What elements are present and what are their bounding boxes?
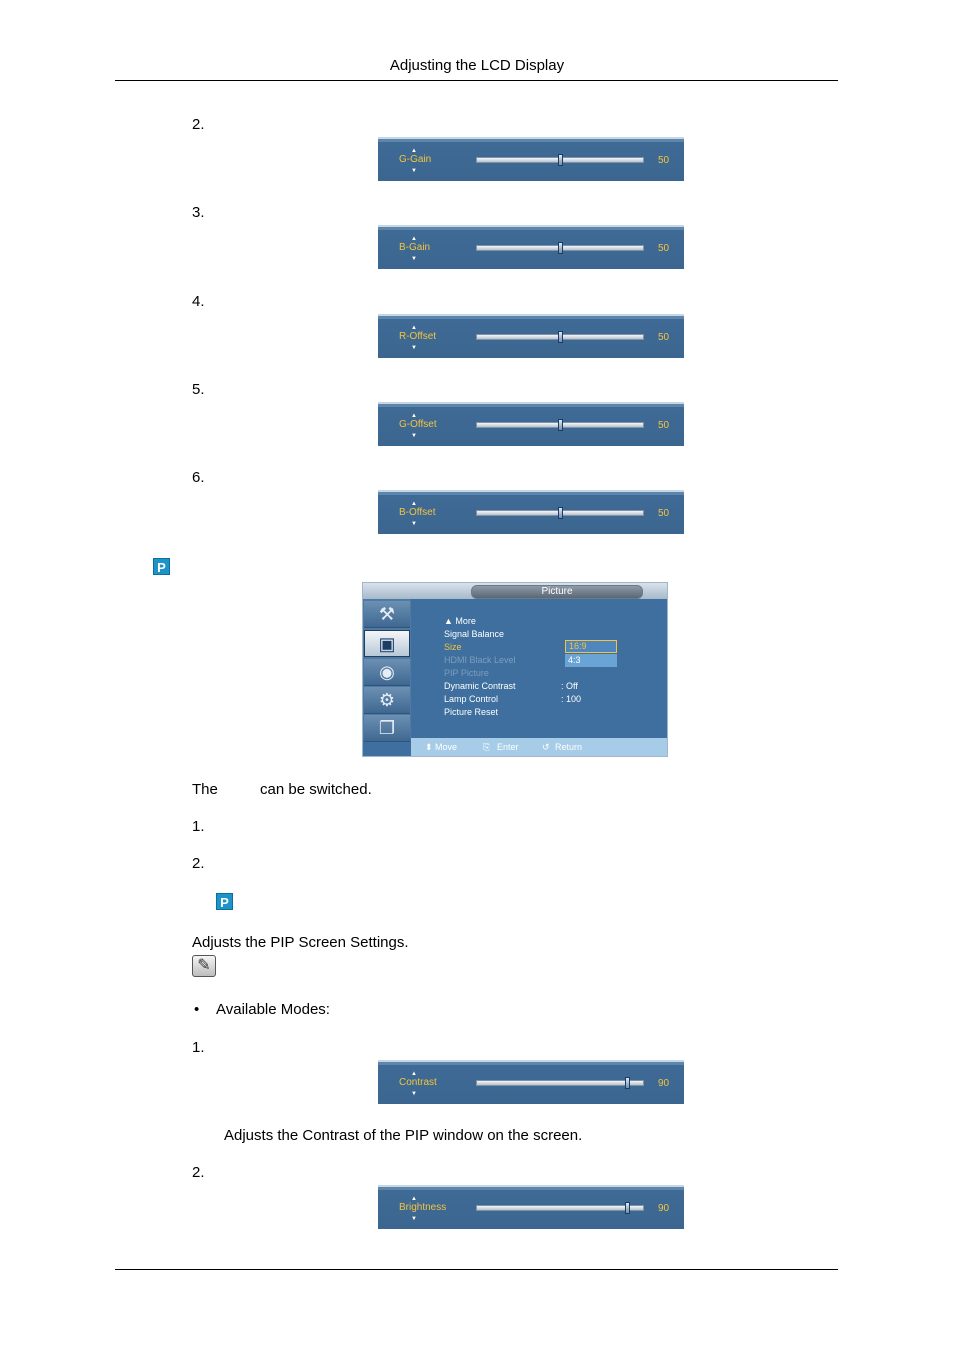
menu-title-bar xyxy=(363,583,667,599)
p-icon: P xyxy=(153,558,170,575)
down-arrow-icon: ▼ xyxy=(411,433,417,439)
note-pencil-icon: ✎ xyxy=(192,955,216,977)
slider-knob[interactable] xyxy=(558,507,563,519)
step-number: 2. xyxy=(192,1164,205,1181)
setup-tools-icon[interactable]: ⚒ xyxy=(364,601,410,628)
enter-icon: ⎘ xyxy=(483,742,491,752)
slider-label: G-Gain xyxy=(399,154,432,165)
size-option-number-2: 2. xyxy=(192,855,205,872)
up-arrow-icon: ▲ xyxy=(411,501,417,507)
menu-item-signal-balance[interactable]: Signal Balance xyxy=(444,629,505,639)
menu-item-hdmi-black-level: HDMI Black Level xyxy=(444,655,516,665)
slider-value: 50 xyxy=(658,508,670,519)
footer-move: Move xyxy=(435,742,458,752)
slider-knob[interactable] xyxy=(558,331,563,343)
down-arrow-icon: ▼ xyxy=(411,1216,417,1222)
slider-track[interactable] xyxy=(476,1080,644,1086)
move-icon: ⬍ xyxy=(425,742,433,752)
menu-item-size[interactable]: Size xyxy=(444,642,462,652)
footer-rule xyxy=(115,1269,838,1270)
page-header-title: Adjusting the LCD Display xyxy=(389,57,565,74)
contrast-slider[interactable] xyxy=(378,1060,684,1104)
menu-title: Picture xyxy=(471,585,643,599)
step-number: 4. xyxy=(192,293,205,310)
slider-knob[interactable] xyxy=(625,1077,630,1089)
contrast-description: Adjusts the Contrast of the PIP window on the screen. xyxy=(224,1127,583,1144)
slider-value: 90 xyxy=(658,1078,670,1089)
slider-label: G-Offset xyxy=(399,419,437,430)
slider-value: 50 xyxy=(658,243,670,254)
header-rule xyxy=(115,80,838,81)
size-option-number-1: 1. xyxy=(192,818,205,835)
slider-knob[interactable] xyxy=(558,419,563,431)
brightness-slider[interactable] xyxy=(378,1185,684,1229)
size-option-selected[interactable]: 16:9 xyxy=(565,640,617,653)
slider-value: 50 xyxy=(658,420,670,431)
menu-item-lamp-control[interactable]: Lamp Control xyxy=(444,694,499,704)
menu-item-dynamic-contrast[interactable]: Dynamic Contrast xyxy=(444,681,516,691)
lamp-control-value: : 100 xyxy=(561,694,582,704)
down-arrow-icon: ▼ xyxy=(411,521,417,527)
slider-knob[interactable] xyxy=(625,1202,630,1214)
slider-value: 90 xyxy=(658,1203,670,1214)
picture-icon[interactable]: ▣ xyxy=(364,630,410,657)
slider-track[interactable] xyxy=(476,1205,644,1211)
pip-intro: Adjusts the PIP Screen Settings. xyxy=(192,934,409,951)
menu-sidebar xyxy=(363,599,411,739)
slider-label: B-Gain xyxy=(399,242,431,253)
sound-icon[interactable]: ◉ xyxy=(364,659,410,686)
down-arrow-icon: ▼ xyxy=(411,256,417,262)
footer-return: Return xyxy=(555,742,583,752)
down-arrow-icon: ▼ xyxy=(411,168,417,174)
step-number: 5. xyxy=(192,381,205,398)
down-arrow-icon: ▼ xyxy=(411,345,417,351)
dynamic-contrast-value: : Off xyxy=(561,681,578,691)
up-arrow-icon: ▲ xyxy=(411,413,417,419)
menu-item-more[interactable]: ▲ More xyxy=(444,616,476,626)
r-offset-slider[interactable] xyxy=(378,314,684,358)
footer-enter: Enter xyxy=(497,742,519,752)
size-text-switched: can be switched. xyxy=(260,781,372,798)
up-arrow-icon: ▲ xyxy=(411,325,417,331)
menu-item-pip-picture: PIP Picture xyxy=(444,668,489,678)
slider-label: Brightness xyxy=(399,1202,447,1213)
slider-knob[interactable] xyxy=(558,154,563,166)
up-arrow-icon: ▲ xyxy=(411,1071,417,1077)
step-number: 6. xyxy=(192,469,205,486)
slider-label: Contrast xyxy=(399,1077,437,1088)
multi-screen-icon[interactable]: ❐ xyxy=(364,715,410,742)
menu-item-picture-reset[interactable]: Picture Reset xyxy=(444,707,499,717)
up-arrow-icon: ▲ xyxy=(411,236,417,242)
down-arrow-icon: ▼ xyxy=(411,1091,417,1097)
p-icon: P xyxy=(216,893,233,910)
up-arrow-icon: ▲ xyxy=(411,1196,417,1202)
menu-footer xyxy=(411,738,667,756)
step-number: 2. xyxy=(192,116,205,133)
slider-knob[interactable] xyxy=(558,242,563,254)
step-number: 3. xyxy=(192,204,205,221)
g-offset-slider[interactable] xyxy=(378,402,684,446)
g-gain-slider[interactable] xyxy=(378,137,684,181)
settings-gear-icon[interactable]: ⚙ xyxy=(364,687,410,714)
b-gain-slider[interactable] xyxy=(378,225,684,269)
return-icon: ↺ xyxy=(542,742,550,752)
size-option[interactable]: 4:3 xyxy=(565,654,617,667)
b-offset-slider[interactable] xyxy=(378,490,684,534)
bullet: • xyxy=(194,1001,200,1018)
slider-label: B-Offset xyxy=(399,507,436,518)
up-arrow-icon: ▲ xyxy=(411,148,417,154)
picture-menu xyxy=(362,582,668,757)
available-modes: Available Modes: xyxy=(216,1001,330,1018)
slider-label: R-Offset xyxy=(399,331,437,342)
slider-value: 50 xyxy=(658,155,670,166)
size-text-the: The xyxy=(192,781,218,798)
slider-value: 50 xyxy=(658,332,670,343)
step-number: 1. xyxy=(192,1039,205,1056)
